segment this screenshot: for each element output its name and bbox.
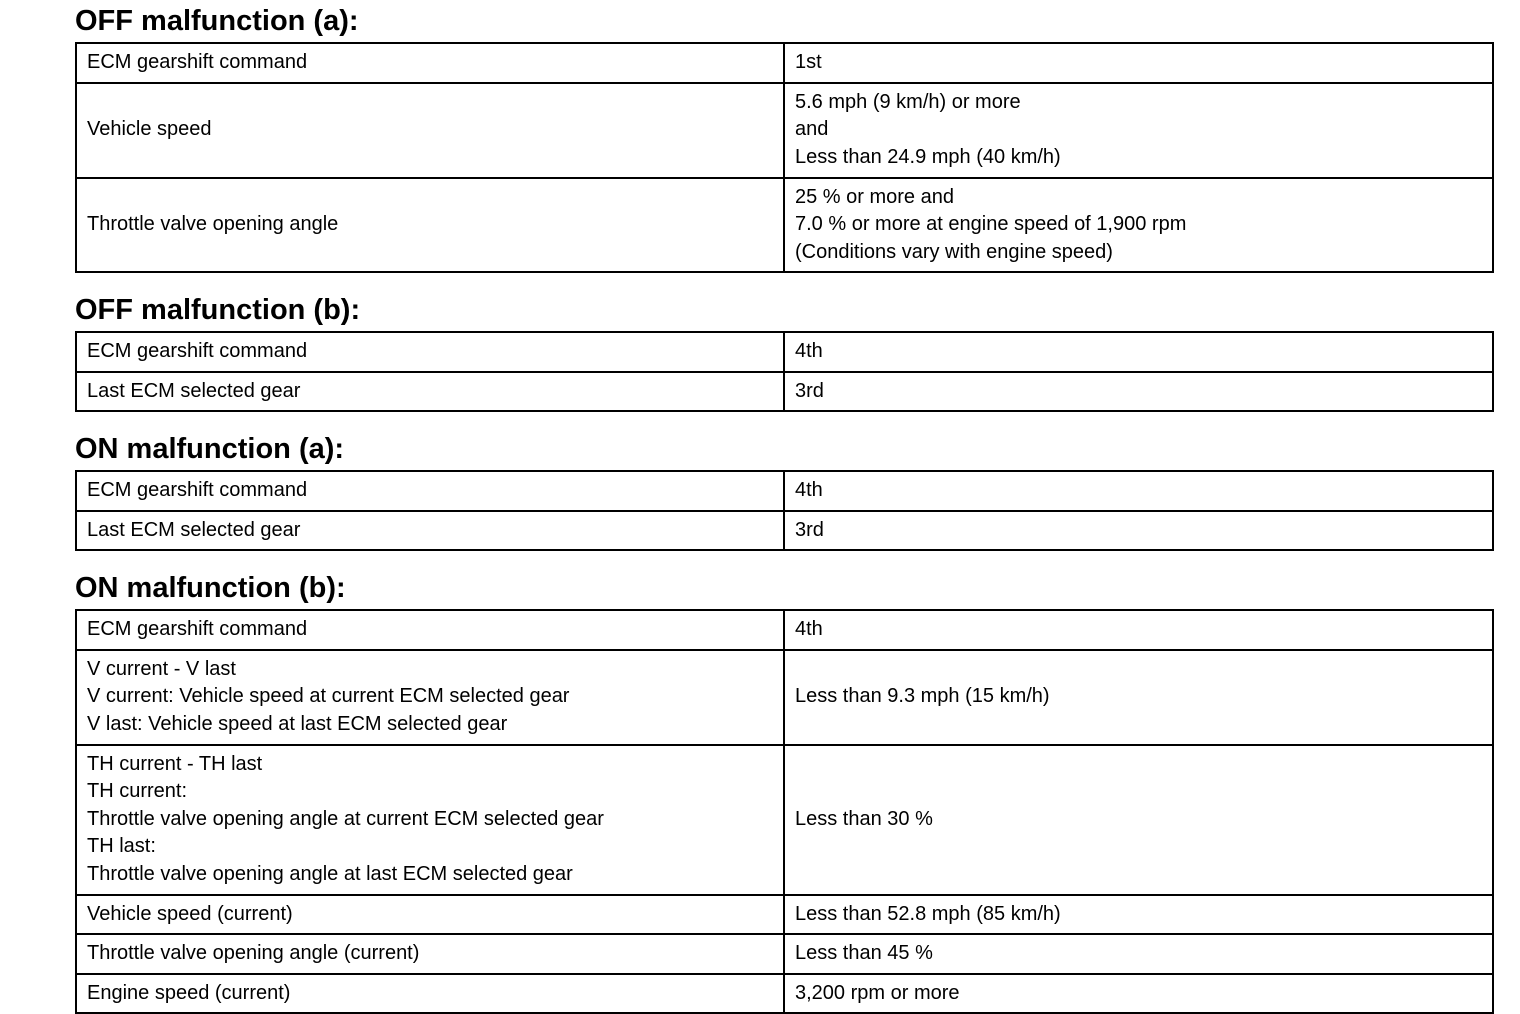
condition-text: ECM gearshift command	[87, 618, 308, 640]
value-cell	[784, 895, 1493, 935]
condition-cell	[76, 895, 784, 935]
section-title-on-malfunction-a: ON malfunction (a):	[75, 433, 345, 465]
value-cell	[784, 974, 1493, 1014]
value-cell	[784, 43, 1493, 83]
condition-text: Vehicle speed (current)	[87, 902, 293, 925]
value-text: and	[795, 118, 829, 141]
spec-table-on-malfunction-a	[75, 470, 1494, 551]
table-row	[76, 745, 1493, 895]
condition-cell	[76, 974, 784, 1014]
value-text: 4th	[795, 340, 823, 362]
condition-cell	[76, 372, 784, 412]
condition-text: V current: Vehicle speed at current ECM selected gear	[87, 685, 570, 708]
condition-cell	[76, 511, 784, 551]
table-row	[76, 178, 1493, 273]
value-cell	[784, 83, 1493, 178]
value-text: 3rd	[795, 379, 824, 402]
condition-cell	[76, 471, 784, 511]
value-text: (Conditions vary with engine speed)	[795, 240, 1113, 263]
value-cell	[784, 934, 1493, 974]
table-row	[76, 895, 1493, 935]
spec-table-off-malfunction-a	[75, 42, 1494, 273]
condition-text: ECM gearshift command	[87, 479, 308, 501]
condition-text: Throttle valve opening angle	[87, 213, 339, 235]
condition-text: Last ECM selected gear	[87, 379, 301, 402]
condition-text: ECM gearshift command	[87, 51, 308, 73]
value-text: Less than 9.3 mph (15 km/h)	[795, 685, 1050, 708]
value-text: 4th	[795, 479, 823, 501]
value-text: Less than 52.8 mph (85 km/h)	[795, 902, 1061, 925]
condition-text: Throttle valve opening angle at last ECM selected gear	[87, 862, 573, 885]
table-row	[76, 610, 1493, 650]
condition-cell	[76, 43, 784, 83]
table-row	[76, 332, 1493, 372]
document-page	[75, 0, 1492, 1014]
value-text: 7.0 % or more at engine speed of 1,900 rpm	[795, 213, 1187, 235]
condition-cell	[76, 745, 784, 895]
value-text: 5.6 mph (9 km/h) or more	[795, 90, 1021, 113]
condition-cell	[76, 178, 784, 273]
value-cell	[784, 332, 1493, 372]
condition-text: TH current:	[87, 780, 188, 803]
value-cell	[784, 610, 1493, 650]
value-cell	[784, 178, 1493, 273]
table-row	[76, 934, 1493, 974]
table-row	[76, 974, 1493, 1014]
table-row	[76, 471, 1493, 511]
table-row	[76, 372, 1493, 412]
value-text: 25 % or more and	[795, 185, 954, 208]
value-cell	[784, 372, 1493, 412]
condition-text: ECM gearshift command	[87, 340, 308, 362]
value-cell	[784, 650, 1493, 745]
section-title-on-malfunction-b: ON malfunction (b):	[75, 572, 346, 604]
table-row	[76, 511, 1493, 551]
condition-cell	[76, 650, 784, 745]
condition-text: V last: Vehicle speed at last ECM selected gear	[87, 712, 508, 735]
table-row	[76, 650, 1493, 745]
table-row	[76, 83, 1493, 178]
section-title-off-malfunction-b: OFF malfunction (b):	[75, 294, 361, 326]
value-text: Less than 45 %	[795, 942, 933, 964]
table-row	[76, 43, 1493, 83]
condition-text: Last ECM selected gear	[87, 518, 301, 541]
condition-text: Engine speed (current)	[87, 981, 291, 1004]
value-cell	[784, 471, 1493, 511]
condition-text: TH current - TH last	[87, 752, 263, 775]
value-text: 4th	[795, 618, 823, 640]
condition-text: TH last:	[87, 835, 156, 858]
condition-text: Vehicle speed	[87, 118, 212, 141]
spec-table-on-malfunction-b	[75, 609, 1494, 1014]
value-text: 1st	[795, 51, 822, 73]
condition-text: V current - V last	[87, 657, 236, 680]
value-cell	[784, 745, 1493, 895]
spec-table-off-malfunction-b	[75, 331, 1494, 412]
value-text: Less than 24.9 mph (40 km/h)	[795, 145, 1061, 168]
condition-cell	[76, 610, 784, 650]
condition-text: Throttle valve opening angle at current ECM selected gear	[87, 807, 604, 830]
section-title-off-malfunction-a: OFF malfunction (a):	[75, 5, 359, 37]
condition-cell	[76, 934, 784, 974]
value-text: Less than 30 %	[795, 807, 933, 830]
value-text: 3,200 rpm or more	[795, 981, 960, 1004]
condition-cell	[76, 332, 784, 372]
value-cell	[784, 511, 1493, 551]
condition-text: Throttle valve opening angle (current)	[87, 942, 420, 964]
condition-cell	[76, 83, 784, 178]
value-text: 3rd	[795, 518, 824, 541]
